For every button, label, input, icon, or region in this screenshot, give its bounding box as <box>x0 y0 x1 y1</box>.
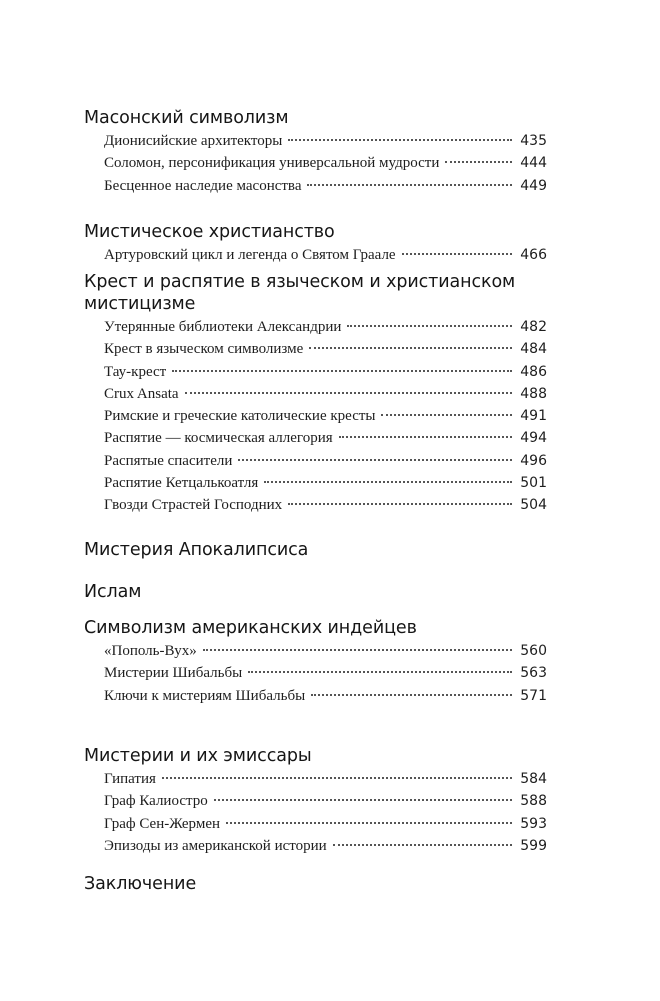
toc-section-islam <box>84 581 547 617</box>
toc-entry[interactable] <box>104 341 547 363</box>
toc-entry[interactable] <box>104 247 547 269</box>
dot-leader <box>288 139 512 141</box>
toc-section-apocalypse <box>84 539 547 581</box>
dot-leader <box>185 392 513 394</box>
toc-entry[interactable] <box>104 319 547 341</box>
dot-leader <box>203 649 512 651</box>
entry-title: «Пополь-Вух» <box>104 643 197 659</box>
entry-title: Эпизоды из американской истории <box>104 837 327 854</box>
toc-entry[interactable] <box>104 688 547 710</box>
section-title-line: мистицизме <box>84 294 196 314</box>
dot-leader <box>333 844 513 846</box>
toc-entry[interactable] <box>104 453 547 475</box>
page-number: 599 <box>520 837 547 854</box>
entry-title: Гипатия <box>104 771 156 787</box>
page-number: 488 <box>520 385 547 402</box>
toc-entry[interactable] <box>104 497 547 519</box>
dot-leader <box>347 325 512 327</box>
page-number: 593 <box>520 815 547 832</box>
dot-leader <box>288 503 512 505</box>
page-number: 491 <box>520 408 547 425</box>
entry-title: Утерянные библиотеки Александрии <box>104 319 342 335</box>
entry-title: Соломон, персонификация универсальной мудрости <box>104 155 440 172</box>
section-entries <box>84 247 547 269</box>
toc-entry[interactable] <box>104 793 547 815</box>
toc-entry[interactable] <box>104 816 547 838</box>
section-title: Масонский символизм <box>84 108 289 128</box>
dot-leader <box>309 347 512 349</box>
toc-section-emissaries <box>84 745 547 873</box>
entry-title: Ключи к мистериям Шибальбы <box>104 687 306 704</box>
toc-entry[interactable] <box>104 408 547 430</box>
toc-entry[interactable] <box>104 838 547 860</box>
toc-entry[interactable] <box>104 178 547 200</box>
table-of-contents <box>84 107 547 903</box>
page-number: 435 <box>520 133 547 149</box>
page-number: 571 <box>520 687 547 704</box>
entry-title: Дионисийские архитекторы <box>104 133 283 149</box>
page-number: 560 <box>520 643 547 659</box>
dot-leader <box>264 481 512 483</box>
entry-title: Граф Сен-Жермен <box>104 815 221 832</box>
dot-leader <box>339 436 513 438</box>
toc-entry[interactable] <box>104 386 547 408</box>
toc-entry[interactable] <box>104 643 547 665</box>
entry-title: Распятые спасители <box>104 452 233 469</box>
toc-entry[interactable] <box>104 771 547 793</box>
page-number: 584 <box>520 771 547 787</box>
toc-entry[interactable] <box>104 133 547 155</box>
page-number: 504 <box>520 497 547 514</box>
toc-entry[interactable] <box>104 364 547 386</box>
section-entries <box>84 643 547 710</box>
entry-title: Римские и греческие католические кресты <box>104 408 376 425</box>
entry-title: Гвозди Страстей Господних <box>104 497 283 514</box>
dot-leader <box>238 459 512 461</box>
section-entries <box>84 771 547 860</box>
dot-leader <box>311 694 512 696</box>
entry-title: Тау-крест <box>104 363 167 380</box>
toc-entry[interactable] <box>104 665 547 687</box>
entry-title: Crux Ansata <box>104 385 179 402</box>
page-number: 484 <box>520 341 547 358</box>
dot-leader <box>381 414 512 416</box>
dot-leader <box>248 671 512 673</box>
section-title[interactable]: Заключение <box>84 874 197 894</box>
entry-title: Артуровский цикл и легенда о Святом Граале <box>104 247 396 263</box>
section-entries <box>84 319 547 520</box>
page-number: 486 <box>520 363 547 380</box>
section-title-line: Крест и распятие в языческом и христианском <box>84 272 516 292</box>
toc-entry[interactable] <box>104 430 547 452</box>
dot-leader <box>402 253 513 255</box>
dot-leader <box>214 799 513 801</box>
page-number: 563 <box>520 665 547 682</box>
toc-section-american-indians <box>84 617 547 745</box>
section-title: Символизм американских индейцев <box>84 618 417 638</box>
page-number: 466 <box>520 247 547 263</box>
section-entries <box>84 133 547 200</box>
page-number: 501 <box>520 475 547 492</box>
section-title[interactable]: Мистерия Апокалипсиса <box>84 540 309 560</box>
page-number: 449 <box>520 177 547 194</box>
page-number: 482 <box>520 319 547 335</box>
entry-title: Мистерии Шибальбы <box>104 665 243 682</box>
toc-entry[interactable] <box>104 475 547 497</box>
section-title[interactable]: Ислам <box>84 582 142 602</box>
dot-leader <box>162 777 512 779</box>
toc-section-cross-and-crucifixion <box>84 271 547 539</box>
dot-leader <box>172 370 512 372</box>
toc-section-conclusion <box>84 873 547 903</box>
section-title <box>84 271 547 315</box>
dot-leader <box>307 184 512 186</box>
dot-leader <box>226 822 512 824</box>
page-number: 588 <box>520 793 547 810</box>
page-number: 444 <box>520 155 547 172</box>
toc-section-mystic-christianity <box>84 221 547 271</box>
dot-leader <box>445 161 512 163</box>
entry-title: Распятие — космическая аллегория <box>104 430 333 447</box>
page-number: 494 <box>520 430 547 447</box>
entry-title: Крест в языческом символизме <box>104 341 304 358</box>
entry-title: Бесценное наследие масонства <box>104 177 302 194</box>
entry-title: Распятие Кетцалькоатля <box>104 475 259 492</box>
page-number: 496 <box>520 452 547 469</box>
section-title: Мистическое христианство <box>84 222 335 242</box>
section-title: Мистерии и их эмиссары <box>84 746 312 766</box>
entry-title: Граф Калиостро <box>104 793 208 810</box>
toc-entry[interactable] <box>104 155 547 177</box>
toc-section-masonic-symbolism <box>84 107 547 221</box>
